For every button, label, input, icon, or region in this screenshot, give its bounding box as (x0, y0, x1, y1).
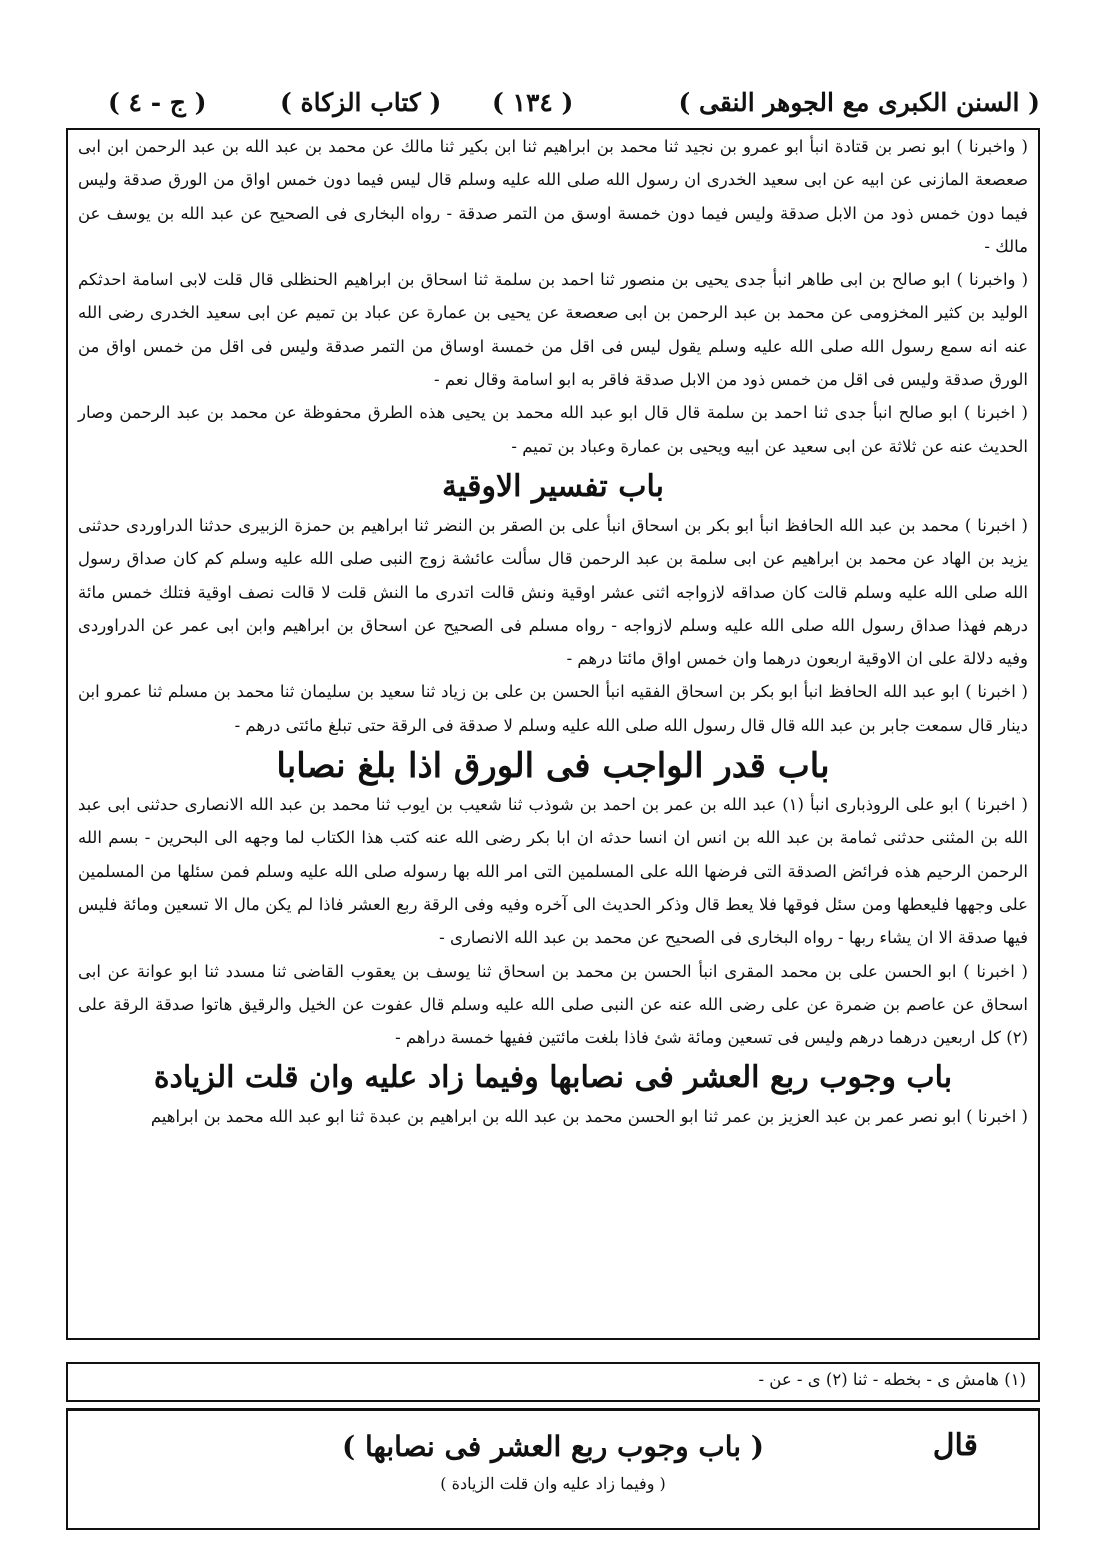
hadith-paragraph: ( واخبرنا ) ابو صالح بن ابى طاهر انبأ جدى يحيى بن منصور ثنا احمد بن سلمة ثنا اسحاق بن ابراهيم الحنظلى قال قلت لابى اسامة احدثكم الوليد بن كثير المخزومى عن محمد بن عبد الرحمن بن ابى صعصعة عن يحيى بن عمارة عن عباد بن تميم عن ابى سعيد الخدرى رضى الله عنه انه سمع رسول الله صلى الله عليه وسلم يقول ليس فى اقل من خمسة اوساق من التمر صدقة وليس فى اقل من خمس اواق من الورق صدقة وليس فى اقل من خمس ذود من الابل صدقة فاقر به ابو اسامة وقال نعم - (78, 270, 1028, 390)
chapter-heading: باب وجوب ربع العشر فى نصابها وفيما زاد عليه وان قلت الزيادة (153, 1060, 953, 1096)
page-number: ( ١٣٤ ) (492, 88, 574, 117)
page-header (66, 84, 1040, 128)
chapter-heading: باب قدر الواجب فى الورق اذا بلغ نصابا (276, 746, 830, 787)
volume-number: ( ج - ٤ ) (108, 88, 207, 117)
section-title: ( كتاب الزكاة ) (280, 88, 442, 117)
hadith-paragraph: ( اخبرنا ) ابو على الروذبارى انبأ (١) عبد الله بن عمر بن احمد بن شوذب ثنا شعيب بن ايوب ثنا محمد بن عبد الله الانصارى حدثنى ابى عبد الله بن المثنى حدثنى ثمامة بن عبد الله بن انس ان انسا حدثه ان ابا بكر رضى الله عنه كتب هذا الكتاب لما وجهه الى البحرين - بسم الله الرحمن الرحيم هذه فرائض الصدقة التى فرضها الله على المسلمين التى امر الله بها رسوله صلى الله عليه وسلم فمن سئلها من المسلمين على وجهها فليعطها ومن سئل فوقها فلا يعط قال وذكر الحديث الى آخره وفيه وفى الرقة ربع العشر فاذا لم يكن مال الا تسعين ومائة فليس فيها صدقة الا ان يشاء ربها - رواه البخارى فى الصحيح عن محمد بن عبد الله الانصارى - (78, 795, 1028, 948)
hadith-paragraph: ( اخبرنا ) ابو صالح انبأ جدى ثنا احمد بن سلمة قال قال ابو عبد الله محمد بن يحيى هذه الطرق محفوظة عن محمد بن عبد الرحمن وصار الحديث عنه عن ثلاثة عن ابى سعيد عن ابيه ويحيى بن عمارة وعباد بن تميم - (78, 403, 1028, 456)
commentary-title: ( باب وجوب ربع العشر فى نصابها ) (341, 1430, 765, 1463)
commentary-box (66, 1408, 1040, 1530)
hadith-paragraph: ( اخبرنا ) ابو عبد الله الحافظ انبأ ابو بكر بن اسحاق الفقيه انبأ الحسن بن على بن زياد ثنا سعيد بن سليمان ثنا محمد بن مسلم ثنا عمرو ابن دينار قال سمعت جابر بن عبد الله قال قال رسول الله صلى الله عليه وسلم لا صدقة فى الرقة حتى تبلغ مائتى درهم - (78, 682, 1028, 735)
commentary-subtitle: ( وفيما زاد عليه وان قلت الزيادة ) (440, 1474, 666, 1493)
chapter-heading: باب تفسير الاوقية (442, 468, 664, 504)
hadith-paragraph: ( واخبرنا ) ابو نصر بن قتادة انبأ ابو عمرو بن نجيد ثنا محمد بن ابراهيم ثنا ابن بكير ثنا مالك عن محمد بن عبد الله بن عبد الرحمن ابن ابى صعصعة المازنى عن ابيه عن ابى سعيد الخدرى ان رسول الله صلى الله عليه وسلم قال ليس فيما دون خمس اواق من الورق صدقة وليس فيما دون خمس ذود من الابل صدقة وليس فيما دون خمسة اوسق من التمر صدقة - رواه البخارى فى الصحيح عن عبد الله بن يوسف عن مالك - (78, 137, 1028, 256)
hadith-paragraph: ( اخبرنا ) ابو الحسن على بن محمد المقرى انبأ الحسن بن محمد بن اسحاق ثنا يوسف بن يعقوب القاضى ثنا مسدد ثنا ابو عوانة عن ابى اسحاق عن عاصم بن ضمرة عن على رضى الله عنه عن النبى صلى الله عليه وسلم قال عفوت عن الخيل والرقيق هاتوا صدقة الرقة على (٢) كل اربعين درهما درهم وليس فى تسعين ومائة شئ فاذا بلغت مائتين ففيها خمسة دراهم - (78, 961, 1028, 1048)
main-text (68, 130, 1038, 1134)
footnotes: (١) هامش ى - بخطه - ثنا (٢) ى - عن - (66, 1362, 1040, 1402)
commentary-qala: قال (932, 1428, 978, 1463)
main-text-frame (66, 128, 1040, 1340)
book-title: ( السنن الكبرى مع الجوهر النقى ) (678, 88, 1040, 117)
hadith-paragraph: ( اخبرنا ) محمد بن عبد الله الحافظ انبأ ابو بكر بن اسحاق انبأ على بن الصقر بن النضر ثنا ابراهيم بن حمزة الزبيرى حدثنا الدراوردى حدثنى يزيد بن الهاد عن محمد بن ابراهيم عن ابى سلمة بن عبد الرحمن قال سألت عائشة زوج النبى صلى الله عليه وسلم كم كان صداق رسول الله صلى الله عليه وسلم قالت كان صداقه لازواجه اثنى عشر اوقية ونش قالت اتدرى ما النش قلت لا قالت نصف اوقية فتلك خمس مائة درهم فهذا صداق رسول الله صلى الله عليه وسلم لازواجه - رواه مسلم فى الصحيح عن اسحاق بن ابراهيم وابن ابى عمر عن الدراوردى وفيه دلالة على ان الاوقية اربعون درهما وان خمس اواق مائتا درهم - (78, 515, 1028, 669)
hadith-paragraph: ( اخبرنا ) ابو نصر عمر بن عبد العزيز بن عمر ثنا ابو الحسن محمد بن عبد الله بن ابراهيم بن عبدة ثنا ابو عبد الله محمد بن ابراهيم (150, 1107, 1028, 1127)
